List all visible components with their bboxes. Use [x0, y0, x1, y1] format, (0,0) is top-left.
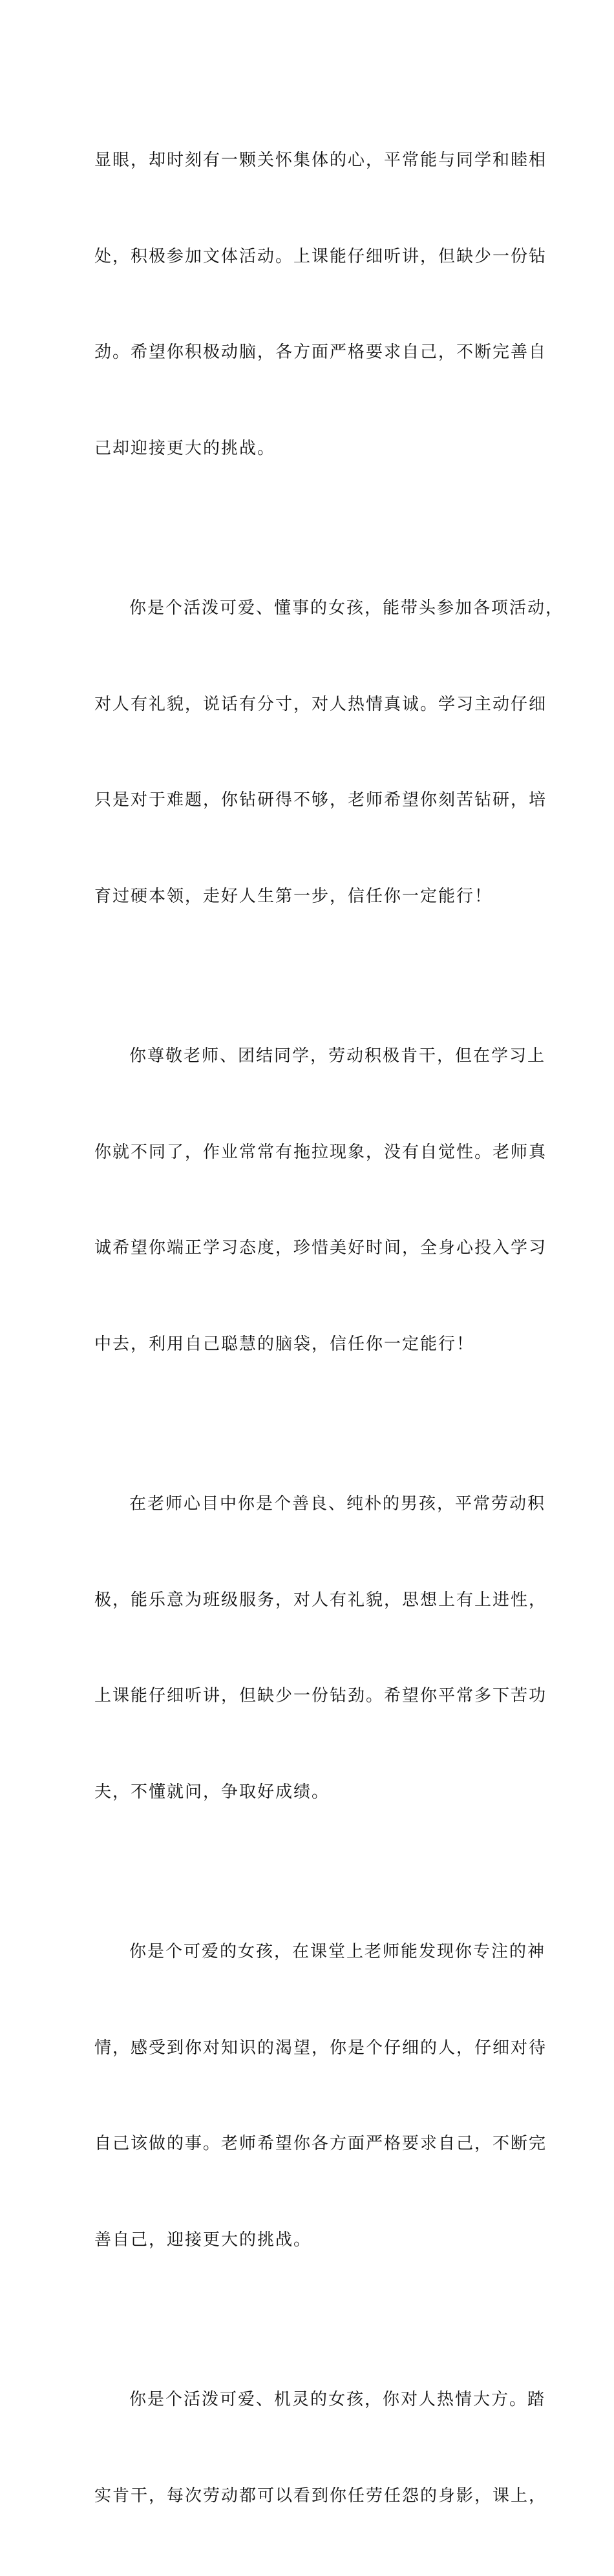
text-line: 上课能仔细听讲，但缺少一份钻劲。希望你平常多下苦功 — [94, 1686, 547, 1705]
text-line: 劲。希望你积极动脑，各方面严格要求自己，不断完善自 — [94, 343, 547, 362]
text-line: 自己该做的事。老师希望你各方面严格要求自己，不断完 — [94, 2134, 547, 2153]
text-line: 善自己，迎接更大的挑战。 — [94, 2230, 312, 2250]
text-line: 显眼，却时刻有一颗关怀集体的心，平常能与同学和睦相 — [94, 151, 547, 170]
text-line: 处，积极参加文体活动。上课能仔细听讲，但缺少一份钻 — [94, 246, 547, 266]
text-line: 己却迎接更大的挑战。 — [94, 438, 276, 458]
text-line: 在老师心目中你是个善良、纯朴的男孩，平常劳动积 — [129, 1494, 546, 1514]
paragraph-2 — [94, 529, 564, 977]
text-line: 只是对于难题，你钻研得不够，老师希望你刻苦钻研，培 — [94, 790, 547, 810]
text-line: 夫，不懂就问，争取好成绩。 — [94, 1782, 330, 1802]
text-line: 实肯干，每次劳动都可以看到你任劳任怨的身影，课上， — [94, 2486, 547, 2506]
text-line: 你是个活泼可爱、懂事的女孩，能带头参加各项活动， — [129, 598, 564, 618]
text-line: 你是个活泼可爱、机灵的女孩，你对人热情大方。踏 — [129, 2390, 546, 2409]
text-line: 对人有礼貌，说话有分寸，对人热情真诚。学习主动仔细 — [94, 694, 547, 714]
text-line: 育过硬本领，走好人生第一步，信任你一定能行！ — [94, 886, 493, 906]
text-line: 极，能乐意为班级服务，对人有礼貌，思想上有上进性， — [94, 1590, 547, 1610]
paragraph-4 — [94, 1424, 547, 1872]
paragraph-1 — [94, 81, 547, 529]
text-line: 中去，利用自己聪慧的脑袋，信任你一定能行！ — [94, 1334, 475, 1354]
text-line: 你尊敬老师、团结同学，劳动积极肯干，但在学习上 — [129, 1046, 546, 1066]
paragraph-3 — [94, 977, 547, 1424]
document-body — [94, 81, 564, 2576]
text-line: 诚希望你端正学习态度，珍惜美好时间，全身心投入学习 — [94, 1238, 547, 1258]
paragraph-5 — [94, 1872, 547, 2320]
text-line: 你是个可爱的女孩，在课堂上老师能发现你专注的神 — [129, 1942, 546, 1961]
text-line: 情，感受到你对知识的渴望，你是个仔细的人，仔细对待 — [94, 2038, 547, 2058]
paragraph-6 — [94, 2320, 547, 2576]
text-line: 你就不同了，作业常常有拖拉现象，没有自觉性。老师真 — [94, 1142, 547, 1162]
